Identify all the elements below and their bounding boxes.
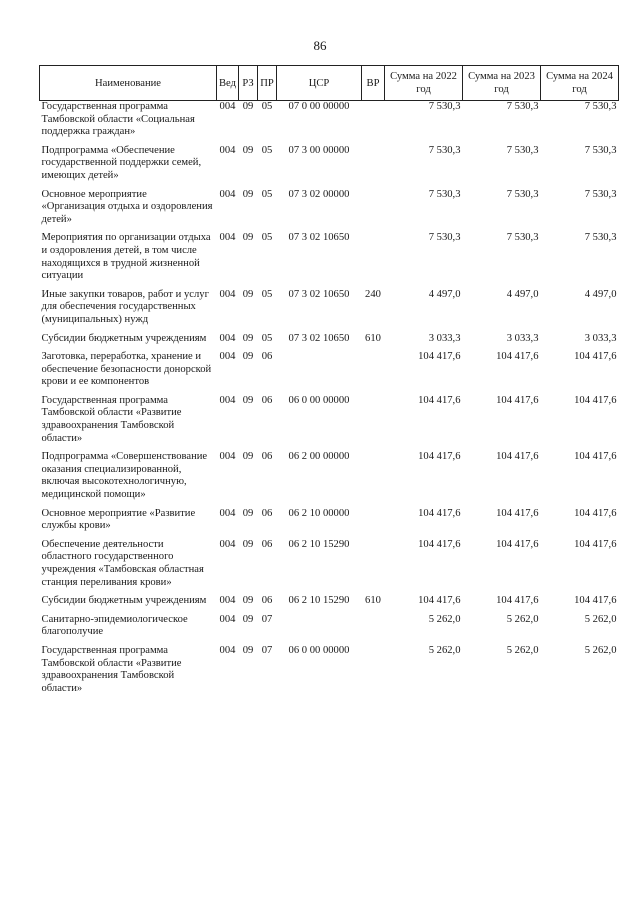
row-sum-2022: 4 497,0 [428, 288, 461, 300]
table-row [40, 145, 619, 189]
row-pr: 06 [261, 507, 273, 519]
row-sum-2022: 104 417,6 [418, 451, 461, 463]
row-name: Заготовка, переработка, хранение и обеспечение безопасности донорской крови и ее компонентов [41, 351, 212, 388]
row-sum-2022: 7 530,3 [428, 144, 461, 156]
row-name: Субсидии бюджетным учреждениям [41, 595, 207, 607]
table-row [40, 232, 619, 288]
table-body [40, 101, 619, 702]
row-csr: 06 2 10 00000 [288, 507, 350, 519]
row-ved: 004 [219, 188, 236, 200]
row-sum-2023: 104 417,6 [496, 538, 539, 550]
row-csr: 07 3 00 00000 [288, 144, 350, 156]
header-sum-2024: Сумма на 2024 год [541, 66, 619, 101]
row-rz: 09 [242, 332, 254, 344]
row-sum-2023: 7 530,3 [506, 101, 539, 112]
row-csr: 07 3 02 10650 [288, 288, 350, 300]
row-sum-2022: 104 417,6 [418, 538, 461, 550]
row-vr [362, 101, 385, 145]
row-name: Обеспечение деятельности областного государственного учреждения «Тамбовская областная станция переливания крови» [41, 538, 204, 588]
row-vr [362, 614, 385, 645]
header-vr: ВР [362, 66, 385, 101]
row-rz: 09 [242, 595, 254, 607]
row-rz: 09 [242, 394, 254, 406]
page-number: 86 [313, 38, 327, 53]
row-sum-2022: 104 417,6 [418, 507, 461, 519]
row-ved: 004 [219, 538, 236, 550]
row-sum-2023: 104 417,6 [496, 351, 539, 363]
row-ved: 004 [219, 451, 236, 463]
header-pr: ПР [258, 66, 277, 101]
row-pr: 07 [261, 613, 273, 625]
row-sum-2023: 104 417,6 [496, 451, 539, 463]
row-sum-2024: 104 417,6 [574, 394, 617, 406]
table-row [40, 539, 619, 595]
row-sum-2024: 4 497,0 [584, 288, 617, 300]
row-sum-2022: 5 262,0 [428, 644, 461, 656]
row-rz: 09 [242, 144, 254, 156]
row-name: Иные закупки товаров, работ и услуг для обеспечения государственных (муниципальных) нужд [41, 288, 209, 325]
row-sum-2023: 104 417,6 [496, 507, 539, 519]
row-name: Субсидии бюджетным учреждениям [41, 332, 207, 344]
row-sum-2022: 7 530,3 [428, 101, 461, 112]
row-vr [362, 645, 385, 701]
row-sum-2024: 7 530,3 [584, 144, 617, 156]
row-pr: 06 [261, 538, 273, 550]
row-ved: 004 [219, 644, 236, 656]
row-pr: 05 [261, 144, 273, 156]
row-name: Государственная программа Тамбовской области «Развитие здравоохранения Тамбовской области» [41, 394, 182, 444]
row-sum-2024: 5 262,0 [584, 613, 617, 625]
row-name: Подпрограмма «Совершенствование оказания специализированной, включая высокотехнологичную, медицинской помощи» [41, 451, 208, 501]
row-ved: 004 [219, 332, 236, 344]
header-sum-2022: Сумма на 2022 год [385, 66, 463, 101]
row-vr: 240 [365, 288, 381, 300]
row-rz: 09 [242, 351, 254, 363]
row-ved: 004 [219, 101, 236, 112]
row-ved: 004 [219, 507, 236, 519]
row-sum-2024: 7 530,3 [584, 188, 617, 200]
row-vr [362, 189, 385, 233]
row-pr: 05 [261, 332, 273, 344]
row-csr: 07 3 02 10650 [288, 332, 350, 344]
header-csr: ЦСР [277, 66, 362, 101]
header-name: Наименование [40, 66, 217, 101]
row-pr: 05 [261, 188, 273, 200]
row-csr: 06 0 00 00000 [288, 644, 350, 656]
row-sum-2024: 5 262,0 [584, 644, 617, 656]
row-rz: 09 [242, 644, 254, 656]
row-csr: 07 0 00 00000 [288, 101, 350, 112]
row-ved: 004 [219, 232, 236, 244]
row-sum-2022: 104 417,6 [418, 351, 461, 363]
row-csr: 06 0 00 00000 [288, 394, 350, 406]
row-pr: 05 [261, 232, 273, 244]
row-sum-2022: 104 417,6 [418, 394, 461, 406]
row-sum-2024: 104 417,6 [574, 351, 617, 363]
row-sum-2022: 7 530,3 [428, 188, 461, 200]
row-sum-2024: 104 417,6 [574, 507, 617, 519]
row-vr [362, 539, 385, 595]
row-name: Подпрограмма «Обеспечение государственной поддержки семей, имеющих детей» [41, 144, 202, 181]
row-ved: 004 [219, 144, 236, 156]
row-sum-2024: 104 417,6 [574, 451, 617, 463]
row-pr: 07 [261, 644, 273, 656]
row-rz: 09 [242, 451, 254, 463]
row-sum-2023: 4 497,0 [506, 288, 539, 300]
row-vr: 610 [365, 332, 381, 344]
row-sum-2022: 5 262,0 [428, 613, 461, 625]
row-name: Государственная программа Тамбовской области «Социальная поддержка граждан» [41, 101, 195, 138]
row-csr: 06 2 10 15290 [288, 538, 350, 550]
row-sum-2023: 104 417,6 [496, 394, 539, 406]
row-sum-2023: 3 033,3 [506, 332, 539, 344]
row-vr [362, 395, 385, 451]
table-row [40, 351, 619, 395]
table-row [40, 289, 619, 333]
row-vr [362, 508, 385, 539]
row-sum-2023: 7 530,3 [506, 144, 539, 156]
row-rz: 09 [242, 232, 254, 244]
table-row [40, 645, 619, 701]
budget-table [39, 65, 619, 701]
row-sum-2024: 3 033,3 [584, 332, 617, 344]
row-pr: 05 [261, 101, 273, 112]
table-row [40, 595, 619, 614]
row-rz: 09 [242, 101, 254, 112]
row-pr: 06 [261, 451, 273, 463]
row-vr: 610 [365, 595, 381, 607]
row-sum-2024: 104 417,6 [574, 595, 617, 607]
row-pr: 06 [261, 394, 273, 406]
row-rz: 09 [242, 538, 254, 550]
row-rz: 09 [242, 188, 254, 200]
row-csr: 06 2 00 00000 [288, 451, 350, 463]
table-row [40, 333, 619, 352]
row-vr [362, 232, 385, 288]
table-row [40, 395, 619, 451]
row-ved: 004 [219, 394, 236, 406]
row-rz: 09 [242, 288, 254, 300]
row-sum-2024: 7 530,3 [584, 101, 617, 112]
header-ved: Вед [217, 66, 239, 101]
row-sum-2022: 3 033,3 [428, 332, 461, 344]
row-vr [362, 145, 385, 189]
table-row [40, 101, 619, 145]
table-row [40, 614, 619, 645]
row-name: Основное мероприятие «Организация отдыха и оздоровления детей» [41, 188, 213, 225]
header-sum-2023: Сумма на 2023 год [463, 66, 541, 101]
row-pr: 06 [261, 351, 273, 363]
row-vr [362, 451, 385, 507]
row-csr [277, 351, 362, 395]
row-pr: 05 [261, 288, 273, 300]
row-ved: 004 [219, 595, 236, 607]
row-csr: 07 3 02 00000 [288, 188, 350, 200]
row-sum-2024: 104 417,6 [574, 538, 617, 550]
row-pr: 06 [261, 595, 273, 607]
row-name: Основное мероприятие «Развитие службы крови» [41, 507, 196, 532]
row-sum-2023: 5 262,0 [506, 613, 539, 625]
row-vr [362, 351, 385, 395]
row-sum-2022: 104 417,6 [418, 595, 461, 607]
row-csr: 07 3 02 10650 [288, 232, 350, 244]
row-sum-2024: 7 530,3 [584, 232, 617, 244]
row-sum-2022: 7 530,3 [428, 232, 461, 244]
row-name: Санитарно-эпидемиологическое благополучие [41, 613, 188, 638]
table-header-row [40, 66, 619, 101]
row-ved: 004 [219, 288, 236, 300]
row-name: Мероприятия по организации отдыха и оздоровления детей, в том числе находящихся в трудной жизненной ситуации [41, 232, 211, 282]
row-sum-2023: 104 417,6 [496, 595, 539, 607]
table-row [40, 189, 619, 233]
row-name: Государственная программа Тамбовской области «Развитие здравоохранения Тамбовской области» [41, 644, 182, 694]
row-sum-2023: 7 530,3 [506, 188, 539, 200]
row-ved: 004 [219, 613, 236, 625]
table-row [40, 508, 619, 539]
header-rz: РЗ [239, 66, 258, 101]
row-csr [277, 614, 362, 645]
row-sum-2023: 7 530,3 [506, 232, 539, 244]
row-sum-2023: 5 262,0 [506, 644, 539, 656]
row-ved: 004 [219, 351, 236, 363]
row-rz: 09 [242, 507, 254, 519]
row-rz: 09 [242, 613, 254, 625]
row-csr: 06 2 10 15290 [288, 595, 350, 607]
table-row [40, 451, 619, 507]
